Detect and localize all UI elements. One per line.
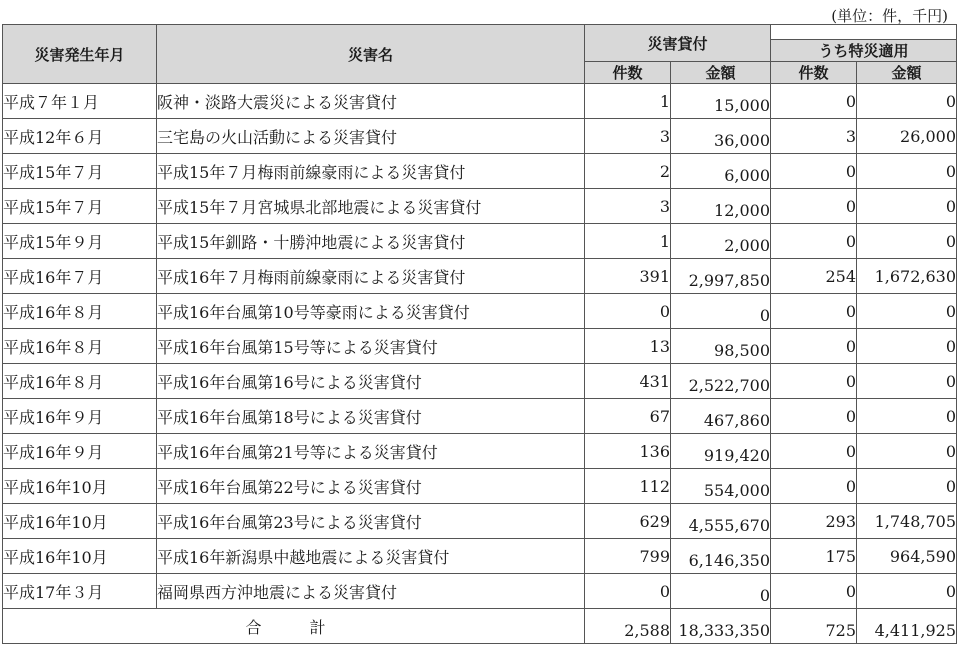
row-count: 13 bbox=[585, 329, 671, 364]
row-special-count: 0 bbox=[771, 84, 857, 119]
row-special-count: 0 bbox=[771, 469, 857, 504]
row-special-amount: 0 bbox=[857, 469, 957, 504]
header-count: 件数 bbox=[585, 62, 671, 84]
header-name: 災害名 bbox=[157, 25, 585, 84]
row-disaster-name: 阪神・淡路大震災による災害貸付 bbox=[157, 84, 585, 119]
row-special-amount: 0 bbox=[857, 329, 957, 364]
row-special-amount: 0 bbox=[857, 294, 957, 329]
row-count: 1 bbox=[585, 84, 671, 119]
total-amount: 18,333,350 bbox=[671, 609, 771, 644]
row-count: 629 bbox=[585, 504, 671, 539]
row-count: 391 bbox=[585, 259, 671, 294]
row-special-count: 254 bbox=[771, 259, 857, 294]
row-date: 平成16年９月 bbox=[3, 399, 157, 434]
total-special-count: 725 bbox=[771, 609, 857, 644]
row-amount: 0 bbox=[671, 574, 771, 609]
table-row bbox=[3, 224, 957, 259]
row-special-amount: 0 bbox=[857, 574, 957, 609]
row-special-count: 175 bbox=[771, 539, 857, 574]
row-amount: 6,000 bbox=[671, 154, 771, 189]
total-count: 2,588 bbox=[585, 609, 671, 644]
header-special-count: 件数 bbox=[771, 62, 857, 84]
table-row bbox=[3, 84, 957, 119]
disaster-loan-table bbox=[2, 24, 957, 644]
row-amount: 36,000 bbox=[671, 119, 771, 154]
table-row bbox=[3, 434, 957, 469]
row-special-amount: 0 bbox=[857, 189, 957, 224]
row-disaster-name: 平成15年釧路・十勝沖地震による災害貸付 bbox=[157, 224, 585, 259]
row-date: 平成12年６月 bbox=[3, 119, 157, 154]
row-date: 平成16年10月 bbox=[3, 469, 157, 504]
row-amount: 467,860 bbox=[671, 399, 771, 434]
row-count: 799 bbox=[585, 539, 671, 574]
row-disaster-name: 平成16年台風第23号による災害貸付 bbox=[157, 504, 585, 539]
row-date: 平成７年１月 bbox=[3, 84, 157, 119]
row-amount: 4,555,670 bbox=[671, 504, 771, 539]
row-amount: 554,000 bbox=[671, 469, 771, 504]
row-special-amount: 1,672,630 bbox=[857, 259, 957, 294]
row-disaster-name: 平成16年台風第18号による災害貸付 bbox=[157, 399, 585, 434]
row-date: 平成16年７月 bbox=[3, 259, 157, 294]
row-amount: 2,522,700 bbox=[671, 364, 771, 399]
row-disaster-name: 平成15年７月宮城県北部地震による災害貸付 bbox=[157, 189, 585, 224]
row-date: 平成15年７月 bbox=[3, 189, 157, 224]
table-row bbox=[3, 119, 957, 154]
row-special-amount: 0 bbox=[857, 84, 957, 119]
row-special-amount: 964,590 bbox=[857, 539, 957, 574]
row-count: 431 bbox=[585, 364, 671, 399]
table-row bbox=[3, 469, 957, 504]
row-special-count: 0 bbox=[771, 399, 857, 434]
row-date: 平成15年９月 bbox=[3, 224, 157, 259]
row-special-count: 0 bbox=[771, 224, 857, 259]
row-disaster-name: 平成16年台風第15号等による災害貸付 bbox=[157, 329, 585, 364]
table-body bbox=[3, 84, 957, 609]
table-row bbox=[3, 329, 957, 364]
row-amount: 2,997,850 bbox=[671, 259, 771, 294]
total-special-amount: 4,411,925 bbox=[857, 609, 957, 644]
row-count: 0 bbox=[585, 574, 671, 609]
row-special-count: 0 bbox=[771, 329, 857, 364]
row-amount: 6,146,350 bbox=[671, 539, 771, 574]
row-special-amount: 0 bbox=[857, 399, 957, 434]
row-amount: 0 bbox=[671, 294, 771, 329]
row-date: 平成17年３月 bbox=[3, 574, 157, 609]
row-special-count: 293 bbox=[771, 504, 857, 539]
total-row bbox=[3, 609, 957, 644]
table-row bbox=[3, 539, 957, 574]
row-count: 112 bbox=[585, 469, 671, 504]
row-special-count: 0 bbox=[771, 154, 857, 189]
row-count: 1 bbox=[585, 224, 671, 259]
row-disaster-name: 平成16年台風第22号による災害貸付 bbox=[157, 469, 585, 504]
table-row bbox=[3, 259, 957, 294]
row-amount: 98,500 bbox=[671, 329, 771, 364]
row-amount: 15,000 bbox=[671, 84, 771, 119]
row-count: 0 bbox=[585, 294, 671, 329]
row-count: 136 bbox=[585, 434, 671, 469]
row-date: 平成16年10月 bbox=[3, 539, 157, 574]
row-special-amount: 1,748,705 bbox=[857, 504, 957, 539]
row-amount: 12,000 bbox=[671, 189, 771, 224]
header-special-group: うち特災適用 bbox=[771, 40, 957, 62]
row-date: 平成16年８月 bbox=[3, 294, 157, 329]
table-row bbox=[3, 154, 957, 189]
row-special-count: 3 bbox=[771, 119, 857, 154]
row-count: 2 bbox=[585, 154, 671, 189]
row-disaster-name: 平成15年７月梅雨前線豪雨による災害貸付 bbox=[157, 154, 585, 189]
row-disaster-name: 平成16年台風第16号による災害貸付 bbox=[157, 364, 585, 399]
table-row bbox=[3, 189, 957, 224]
table-row bbox=[3, 504, 957, 539]
table-row bbox=[3, 574, 957, 609]
row-special-count: 0 bbox=[771, 189, 857, 224]
header-special-amount: 金額 bbox=[857, 62, 957, 84]
row-disaster-name: 平成16年新潟県中越地震による災害貸付 bbox=[157, 539, 585, 574]
unit-note: (単位：件，千円) bbox=[831, 7, 948, 25]
row-disaster-name: 福岡県西方沖地震による災害貸付 bbox=[157, 574, 585, 609]
header-special-spacer bbox=[771, 25, 957, 40]
row-date: 平成16年８月 bbox=[3, 364, 157, 399]
total-label: 合 計 bbox=[3, 609, 585, 644]
row-date: 平成16年10月 bbox=[3, 504, 157, 539]
row-amount: 919,420 bbox=[671, 434, 771, 469]
row-disaster-name: 平成16年台風第10号等豪雨による災害貸付 bbox=[157, 294, 585, 329]
table-row bbox=[3, 364, 957, 399]
row-date: 平成15年７月 bbox=[3, 154, 157, 189]
table-row bbox=[3, 294, 957, 329]
row-disaster-name: 三宅島の火山活動による災害貸付 bbox=[157, 119, 585, 154]
row-disaster-name: 平成16年台風第21号等による災害貸付 bbox=[157, 434, 585, 469]
row-special-count: 0 bbox=[771, 364, 857, 399]
table-row bbox=[3, 399, 957, 434]
header-loan-group: 災害貸付 bbox=[585, 25, 771, 62]
row-special-count: 0 bbox=[771, 574, 857, 609]
row-count: 3 bbox=[585, 189, 671, 224]
row-special-amount: 26,000 bbox=[857, 119, 957, 154]
row-count: 3 bbox=[585, 119, 671, 154]
row-disaster-name: 平成16年７月梅雨前線豪雨による災害貸付 bbox=[157, 259, 585, 294]
row-special-count: 0 bbox=[771, 434, 857, 469]
row-special-amount: 0 bbox=[857, 224, 957, 259]
row-special-amount: 0 bbox=[857, 434, 957, 469]
row-date: 平成16年９月 bbox=[3, 434, 157, 469]
header-amount: 金額 bbox=[671, 62, 771, 84]
row-amount: 2,000 bbox=[671, 224, 771, 259]
row-special-amount: 0 bbox=[857, 364, 957, 399]
header-date: 災害発生年月 bbox=[3, 25, 157, 84]
row-count: 67 bbox=[585, 399, 671, 434]
row-date: 平成16年８月 bbox=[3, 329, 157, 364]
row-special-amount: 0 bbox=[857, 154, 957, 189]
row-special-count: 0 bbox=[771, 294, 857, 329]
